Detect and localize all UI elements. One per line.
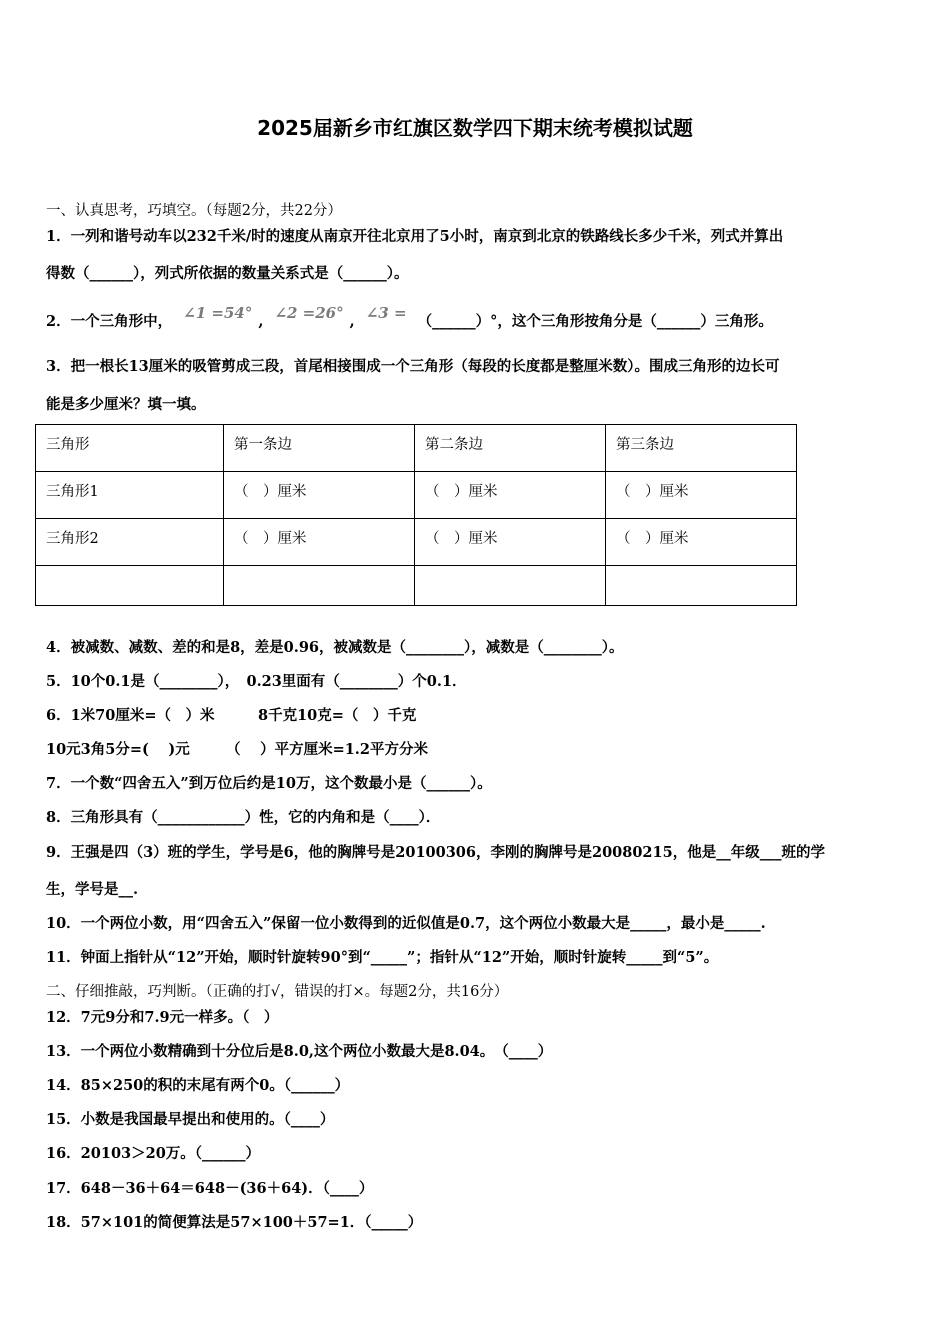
question-3-line-2: 能是多少厘米？填一填。 (46, 396, 206, 413)
table-cell (415, 566, 606, 606)
question-13: 13．一个两位小数精确到十分位后是8.0,这个两位小数最大是8.04。 （____） (46, 1043, 553, 1060)
angle-3-formula: ∠3 = (365, 304, 407, 322)
section-2-heading: 二、仔细推敲，巧判断。（正确的打√，错误的打×。每题2分，共16分） (46, 984, 509, 1000)
table-cell: （ ）厘米 (415, 519, 606, 566)
table-header-cell: 第三条边 (606, 425, 797, 472)
question-9-line-1: 9．王强是四（3）班的学生，学号是6，他的胸牌号是20100306，李刚的胸牌号是20080215，他是__年级___班的学 (46, 844, 825, 861)
table-cell (606, 566, 797, 606)
question-2: 2．一个三角形中， ∠1 =54° , ∠2 =26° , ∠3 = （______）°，这个三角形按角分是（______）三角形。 (46, 304, 773, 330)
question-5: 5．10个0.1是（________）， 0.23里面有（________）个0.1． (46, 673, 467, 690)
table-header-cell: 第一条边 (224, 425, 415, 472)
question-1-line-2: 得数（______），列式所依据的数量关系式是（______）。 (46, 265, 409, 282)
table-cell: （ ）厘米 (415, 472, 606, 519)
question-2-prefix: 2．一个三角形中， (46, 313, 173, 330)
question-16: 16．20103＞20万。（______） (46, 1145, 261, 1162)
table-header-cell: 三角形 (36, 425, 224, 472)
question-12: 12．7元9分和7.9元一样多。（ ） (46, 1009, 279, 1026)
question-10: 10．一个两位小数，用“四舍五入”保留一位小数得到的近似值是0.7，这个两位小数最大是_____，最小是_____. (46, 915, 766, 932)
table-cell: （ ）厘米 (606, 519, 797, 566)
question-1-line-1: 1．一列和谐号动车以232千米/时的速度从南京开往北京用了5小时，南京到北京的铁路线长多少千米，列式并算出 (46, 228, 784, 245)
section-1-heading: 一、认真思考，巧填空。（每题2分，共22分） (46, 203, 342, 219)
question-7: 7．一个数“四舍五入”到万位后约是10万，这个数最小是（______）。 (46, 775, 492, 792)
table-cell: 三角形2 (36, 519, 224, 566)
table-row (36, 472, 797, 519)
question-6-line-2: 10元3角5分=( )元 （ ）平方厘米=1.2平方分米 (46, 741, 428, 758)
table-row (36, 519, 797, 566)
angle-2-formula: ∠2 =26° (274, 304, 344, 322)
table-cell: （ ）厘米 (606, 472, 797, 519)
table-cell (224, 566, 415, 606)
question-8: 8．三角形具有（____________）性，它的内角和是（____）． (46, 809, 441, 826)
table-row (36, 566, 797, 606)
question-15: 15．小数是我国最早提出和使用的。（____） (46, 1111, 335, 1128)
table-header-cell: 第二条边 (415, 425, 606, 472)
question-14: 14．85×250的积的末尾有两个0。（______） (46, 1077, 350, 1094)
question-4: 4．被减数、减数、差的和是8，差是0.96，被减数是（________），减数是（________）。 (46, 639, 624, 656)
question-18: 18．57×101的简便算法是57×100＋57=1．（_____） (46, 1214, 423, 1231)
table-header-row (36, 425, 797, 472)
angle-1-formula: ∠1 =54° (183, 304, 253, 322)
question-6-line-1: 6．1米70厘米=（ ）米 8千克10克=（ ）千克 (46, 707, 417, 724)
page-title: 2025届新乡市红旗区数学四下期末统考模拟试题 (257, 116, 693, 140)
table-cell: （ ）厘米 (224, 519, 415, 566)
question-9-line-2: 生，学号是__. (46, 881, 139, 898)
question-11: 11．钟面上指针从“12”开始，顺时针旋转90°到“_____”；指针从“12”开始，顺时针旋转_____到“5”。 (46, 949, 719, 966)
question-3-line-1: 3．把一根长13厘米的吸管剪成三段，首尾相接围成一个三角形（每段的长度都是整厘米数）。围成三角形的边长可 (46, 358, 780, 375)
table-cell: （ ）厘米 (224, 472, 415, 519)
question-17: 17．648－36＋64＝648－(36＋64)．（____） (46, 1180, 374, 1197)
table-cell (36, 566, 224, 606)
triangle-sides-table (35, 424, 797, 606)
table-cell: 三角形1 (36, 472, 224, 519)
question-2-suffix: （______）°，这个三角形按角分是（______）三角形。 (417, 313, 773, 330)
